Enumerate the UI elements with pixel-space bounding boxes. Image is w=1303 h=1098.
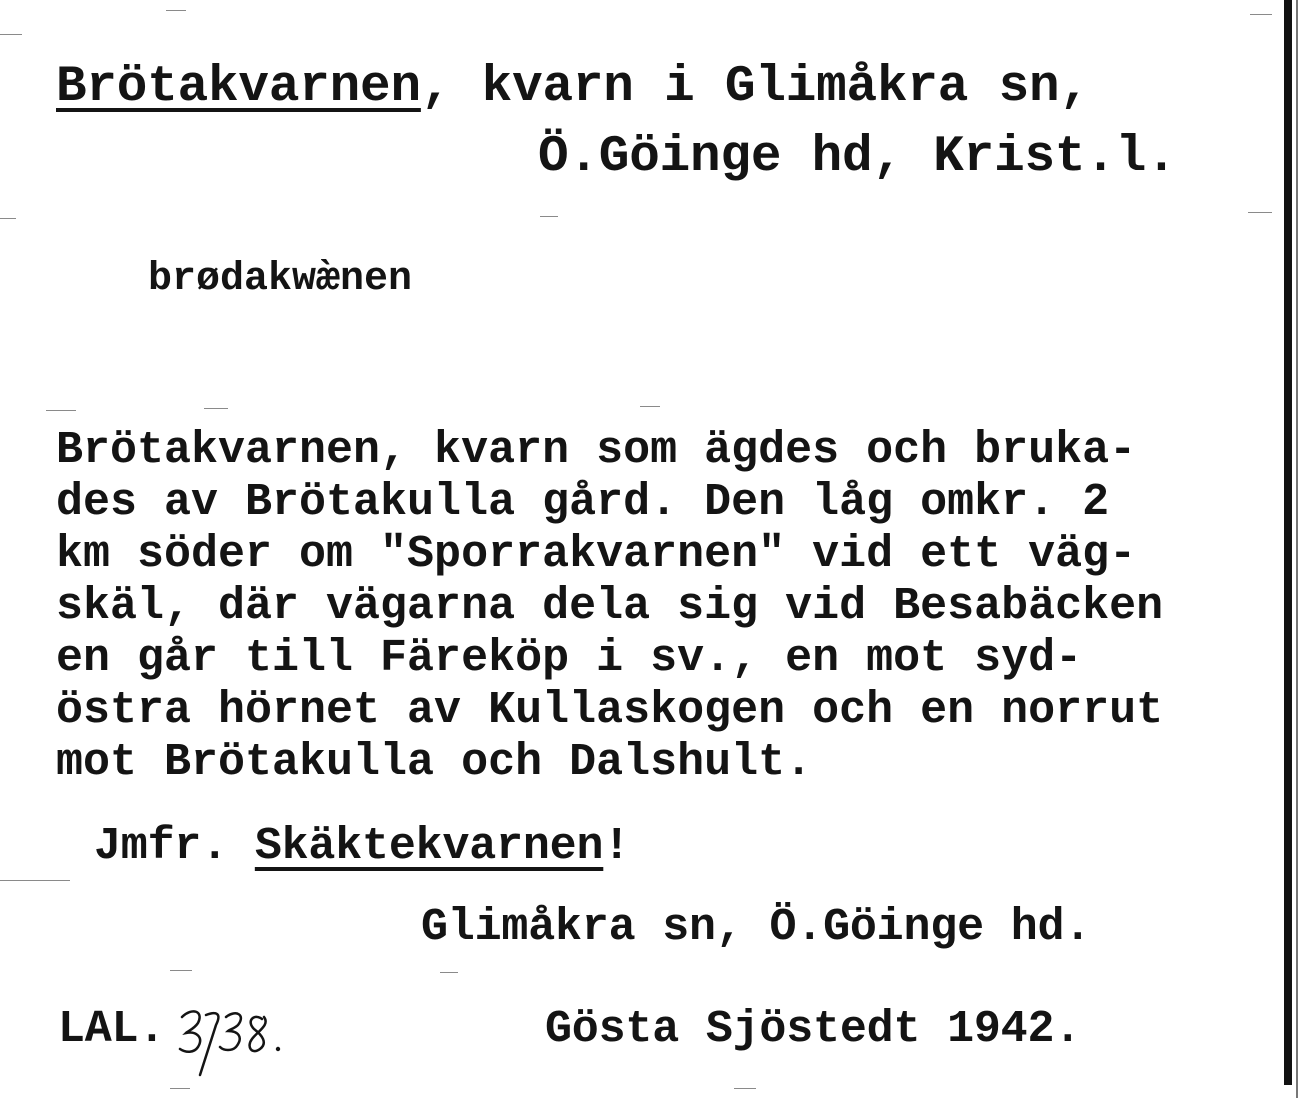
card-right-edge xyxy=(1284,0,1292,1085)
scan-speck xyxy=(734,1088,756,1089)
location-line: Ö.Göinge hd, Krist.l. xyxy=(538,129,1177,186)
card-heading xyxy=(56,58,1090,118)
body-line: km söder om "Sporrakvarnen" vid ett väg- xyxy=(56,529,1137,580)
phonetic-transcription: brødakwæ̀nen xyxy=(148,257,413,302)
handwritten-archive-number xyxy=(174,1003,294,1083)
parish-line: Glimåkra sn, Ö.Göinge hd. xyxy=(421,902,1092,953)
scan-speck xyxy=(0,880,70,881)
body-line: östra hörnet av Kullaskogen och en norrut xyxy=(56,685,1164,736)
scan-speck xyxy=(640,406,660,407)
card-edge-shadow xyxy=(1296,0,1298,1098)
scan-speck xyxy=(166,10,186,11)
archive-label: LAL. xyxy=(58,1004,166,1055)
scan-speck xyxy=(1248,212,1272,213)
body-line: en går till Färeköp i sv., en mot syd- xyxy=(56,633,1083,684)
scan-speck xyxy=(1250,14,1272,15)
collector-line: Gösta Sjöstedt 1942. xyxy=(545,1004,1082,1055)
scan-speck xyxy=(440,972,458,973)
scan-speck xyxy=(46,410,76,411)
scan-speck xyxy=(540,216,558,217)
body-line: skäl, där vägarna dela sig vid Besabäcken xyxy=(56,581,1164,632)
heading-term: Brötakvarnen xyxy=(56,59,421,116)
cross-reference-term: Skäktekvarnen xyxy=(254,821,604,872)
body-line: mot Brötakulla och Dalshult. xyxy=(56,737,813,788)
body-line: des av Brötakulla gård. Den låg omkr. 2 xyxy=(56,477,1110,528)
scan-speck xyxy=(0,34,22,35)
scan-speck xyxy=(204,408,228,409)
cross-reference-prefix: Jmfr. xyxy=(94,821,255,872)
scan-speck xyxy=(0,218,16,219)
body-line: Brötakvarnen, kvarn som ägdes och bruka- xyxy=(56,425,1137,476)
cross-reference-suffix: ! xyxy=(603,821,631,872)
body-text xyxy=(56,425,1296,789)
cross-reference xyxy=(94,817,630,877)
scan-speck xyxy=(170,970,192,971)
heading-description: , kvarn i Glimåkra sn, xyxy=(420,59,1090,116)
scan-speck xyxy=(170,1088,190,1089)
